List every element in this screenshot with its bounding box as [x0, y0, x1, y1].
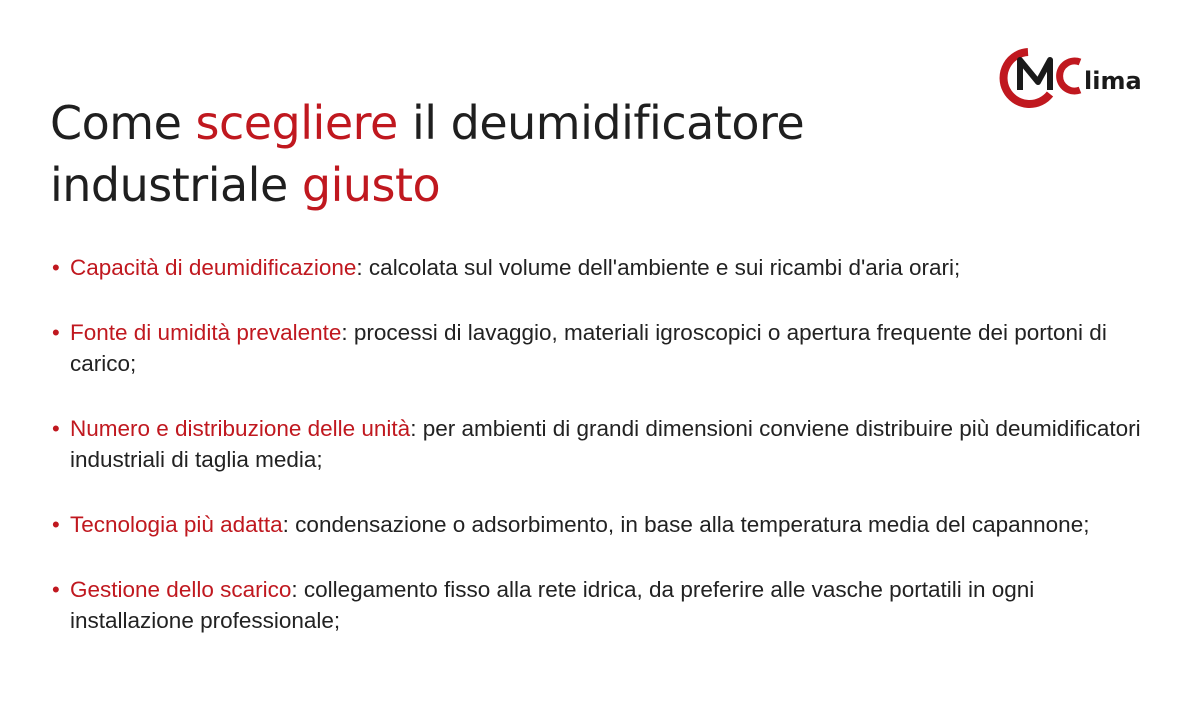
list-item	[52, 252, 1162, 283]
item-description: : condensazione o adsorbimento, in base alla temperatura media del capannone;	[282, 512, 1090, 537]
title-part-3: industriale	[50, 158, 302, 212]
bullet-icon: •	[52, 320, 60, 345]
item-term: Capacità di deumidificazione	[70, 255, 357, 280]
title-accent-1: scegliere	[195, 96, 398, 150]
item-description: : processi di lavaggio, materiali igroscopici o apertura frequente dei portoni di carico;	[70, 320, 1107, 376]
bullet-icon: •	[52, 255, 60, 280]
criteria-list	[52, 252, 1162, 636]
item-description: : calcolata sul volume dell'ambiente e sui ricambi d'aria orari;	[356, 255, 961, 280]
bullet-icon: •	[52, 416, 60, 441]
item-term: Numero e distribuzione delle unità	[70, 416, 411, 441]
bullet-icon: •	[52, 577, 60, 602]
list-item	[52, 317, 1162, 379]
list-item	[52, 509, 1162, 540]
logo-text: lima	[1084, 67, 1142, 95]
title-accent-2: giusto	[301, 158, 441, 212]
list-item	[52, 413, 1162, 475]
list-item	[52, 574, 1162, 636]
bullet-icon: •	[52, 512, 60, 537]
item-description: : per ambienti di grandi dimensioni conviene distribuire più deumidificatori industriali di taglia media;	[70, 416, 1141, 472]
item-description: : collegamento fisso alla rete idrica, da preferire alle vasche portatili in ogni installazione professionale;	[70, 577, 1035, 633]
item-term: Fonte di umidità prevalente	[70, 320, 342, 345]
item-term: Tecnologia più adatta	[70, 512, 283, 537]
title-part-2: il deumidificatore	[397, 96, 805, 150]
title-part-1: Come	[50, 96, 196, 150]
page-title	[50, 92, 1150, 216]
item-term: Gestione dello scarico	[70, 577, 292, 602]
